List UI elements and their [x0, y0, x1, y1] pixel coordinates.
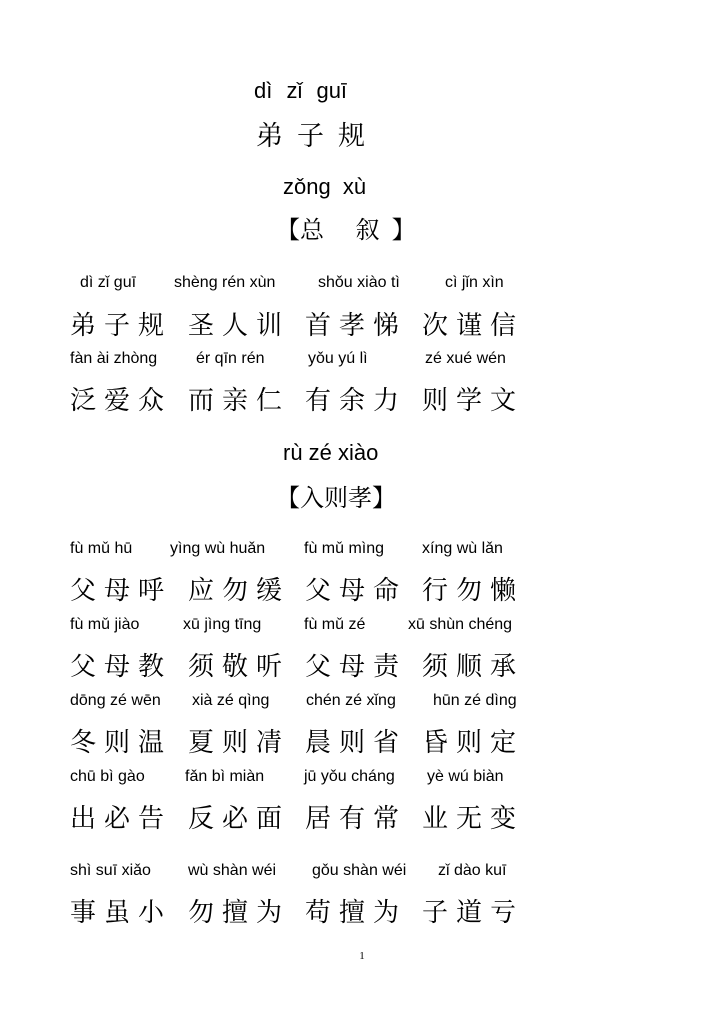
pinyin-phrase: fàn ài zhòng — [70, 350, 158, 367]
pinyin-phrase: zé xué wén — [425, 350, 506, 367]
section-heading-text: 入则孝 — [300, 484, 372, 512]
verse-chinese-row — [0, 892, 724, 928]
pinyin-phrase: yìng wù huǎn — [170, 540, 266, 557]
pinyin-phrase: ér qīn rén — [196, 350, 265, 367]
chinese-phrase: 有余力 — [305, 386, 408, 416]
chinese-phrase: 行勿懒 — [422, 576, 525, 606]
pinyin-phrase: chén zé xǐng — [306, 692, 396, 709]
chinese-phrase: 反必面 — [188, 804, 291, 834]
verse-pinyin-row — [0, 540, 724, 562]
pinyin-phrase: dì zǐ guī — [80, 274, 137, 291]
chinese-phrase: 勿擅为 — [188, 898, 291, 928]
verse-chinese-row — [0, 380, 724, 416]
pinyin-phrase: xū shùn chéng — [408, 616, 513, 633]
chinese-phrase: 弟子规 — [70, 311, 173, 341]
pinyin-phrase: fù mǔ jiào — [70, 616, 140, 633]
verse-pinyin-row — [0, 616, 724, 638]
section-heading-chinese — [276, 478, 396, 513]
section-heading-chinese — [276, 210, 416, 245]
section-heading-pinyin: rù zé xiào — [283, 440, 379, 465]
pinyin-phrase: jū yǒu cháng — [304, 768, 395, 785]
verse-pinyin-row — [0, 768, 724, 790]
pinyin-phrase: gǒu shàn wéi — [312, 862, 407, 879]
chinese-phrase: 昏则定 — [422, 728, 525, 758]
chinese-phrase: 业无变 — [422, 804, 525, 834]
chinese-phrase: 父母呼 — [70, 576, 173, 606]
pinyin-phrase: shèng rén xùn — [174, 274, 276, 291]
bracket-close: 】 — [372, 484, 396, 512]
pinyin-phrase: xià zé qìng — [192, 692, 270, 709]
pinyin-phrase: wù shàn wéi — [188, 862, 277, 879]
chinese-phrase: 夏则凊 — [188, 728, 291, 758]
pinyin-phrase: xū jìng tīng — [183, 616, 262, 633]
bracket-open: 【 — [276, 484, 300, 512]
pinyin-phrase: fù mǔ hū — [70, 540, 133, 557]
bracket-open: 【 — [276, 216, 300, 244]
chinese-phrase: 事虽小 — [70, 898, 173, 928]
pinyin-phrase: fǎn bì miàn — [185, 768, 265, 785]
verse-pinyin-row — [0, 692, 724, 714]
pinyin-phrase: yǒu yú lì — [308, 350, 368, 367]
chinese-phrase: 居有常 — [305, 804, 408, 834]
verse-pinyin-row — [0, 274, 724, 296]
pinyin-phrase: fù mǔ zé — [304, 616, 366, 633]
pinyin-phrase: xíng wù lǎn — [422, 540, 503, 557]
chinese-phrase: 父母命 — [305, 576, 408, 606]
pinyin-phrase: shì suī xiǎo — [70, 862, 151, 879]
pinyin-phrase: hūn zé dìng — [433, 692, 517, 709]
chinese-phrase: 须敬听 — [188, 652, 291, 682]
chinese-phrase: 首孝悌 — [305, 311, 408, 341]
title-pinyin: dì zǐ guī — [254, 78, 348, 103]
chinese-phrase: 苟擅为 — [305, 898, 408, 928]
pinyin-phrase: dōng zé wēn — [70, 692, 161, 709]
pinyin-phrase: fù mǔ mìng — [304, 540, 385, 557]
chinese-phrase: 须顺承 — [422, 652, 525, 682]
verse-chinese-row — [0, 722, 724, 758]
section-heading-text: 总 叙 — [300, 216, 392, 244]
chinese-phrase: 则学文 — [422, 386, 525, 416]
chinese-phrase: 父母责 — [305, 652, 408, 682]
verse-pinyin-row — [0, 350, 724, 372]
chinese-phrase: 冬则温 — [70, 728, 173, 758]
bracket-close: 】 — [391, 216, 416, 244]
verse-pinyin-row — [0, 862, 724, 884]
pinyin-phrase: cì jǐn xìn — [445, 274, 504, 291]
page-number: 1 — [359, 950, 365, 962]
chinese-phrase: 出必告 — [70, 804, 173, 834]
verse-chinese-row — [0, 646, 724, 682]
pinyin-phrase: shǒu xiào tì — [318, 274, 400, 291]
verse-chinese-row — [0, 570, 724, 606]
chinese-phrase: 应勿缓 — [188, 576, 291, 606]
chinese-phrase: 而亲仁 — [188, 386, 291, 416]
verse-chinese-row — [0, 798, 724, 834]
section-heading-pinyin: zǒng xù — [283, 174, 367, 199]
verse-chinese-row — [0, 305, 724, 341]
chinese-phrase: 次谨信 — [422, 311, 525, 341]
chinese-phrase: 圣人训 — [188, 311, 291, 341]
chinese-phrase: 晨则省 — [305, 728, 408, 758]
pinyin-phrase: yè wú biàn — [427, 768, 504, 785]
pinyin-phrase: zǐ dào kuī — [438, 862, 507, 879]
pinyin-phrase: chū bì gào — [70, 768, 145, 785]
chinese-phrase: 子道亏 — [422, 898, 525, 928]
title-chinese: 弟子规 — [256, 121, 379, 152]
chinese-phrase: 父母教 — [70, 652, 173, 682]
chinese-phrase: 泛爱众 — [70, 386, 173, 416]
